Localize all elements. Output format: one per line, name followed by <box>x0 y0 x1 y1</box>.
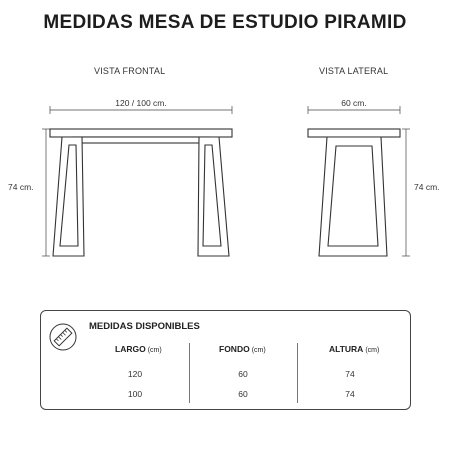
available-sizes-panel <box>40 310 411 410</box>
side-leg-inner <box>328 146 378 246</box>
column-header-largo: LARGO (cm) <box>115 344 162 354</box>
front-view-table <box>50 129 232 256</box>
front-width-label: 120 / 100 cm. <box>115 98 167 108</box>
table-cell: 120 <box>127 369 143 379</box>
table-cell: 74 <box>345 369 355 379</box>
front-view-label: VISTA FRONTAL <box>94 66 166 76</box>
side-height-label: 74 cm. <box>414 182 440 192</box>
page-title: MEDIDAS MESA DE ESTUDIO PIRAMID <box>43 12 407 33</box>
front-height-dimension <box>42 129 50 256</box>
table-cell: 60 <box>238 369 248 379</box>
front-apron <box>73 137 209 143</box>
table-cell: 74 <box>345 389 355 399</box>
front-tabletop <box>50 129 232 137</box>
column-divider <box>297 343 298 403</box>
column-divider <box>189 343 190 403</box>
side-tabletop <box>308 129 400 137</box>
column-header-altura: ALTURA (cm) <box>329 344 380 354</box>
side-width-label: 60 cm. <box>341 98 367 108</box>
table-cell: 60 <box>238 389 248 399</box>
panel-title: MEDIDAS DISPONIBLES <box>89 321 200 332</box>
ruler-icon <box>49 323 77 351</box>
side-height-dimension <box>402 129 410 256</box>
front-height-label: 74 cm. <box>8 182 34 192</box>
side-view-label: VISTA LATERAL <box>319 66 389 76</box>
column-header-fondo: FONDO (cm) <box>219 344 266 354</box>
table-cell: 100 <box>127 389 143 399</box>
side-view-table <box>308 129 400 256</box>
